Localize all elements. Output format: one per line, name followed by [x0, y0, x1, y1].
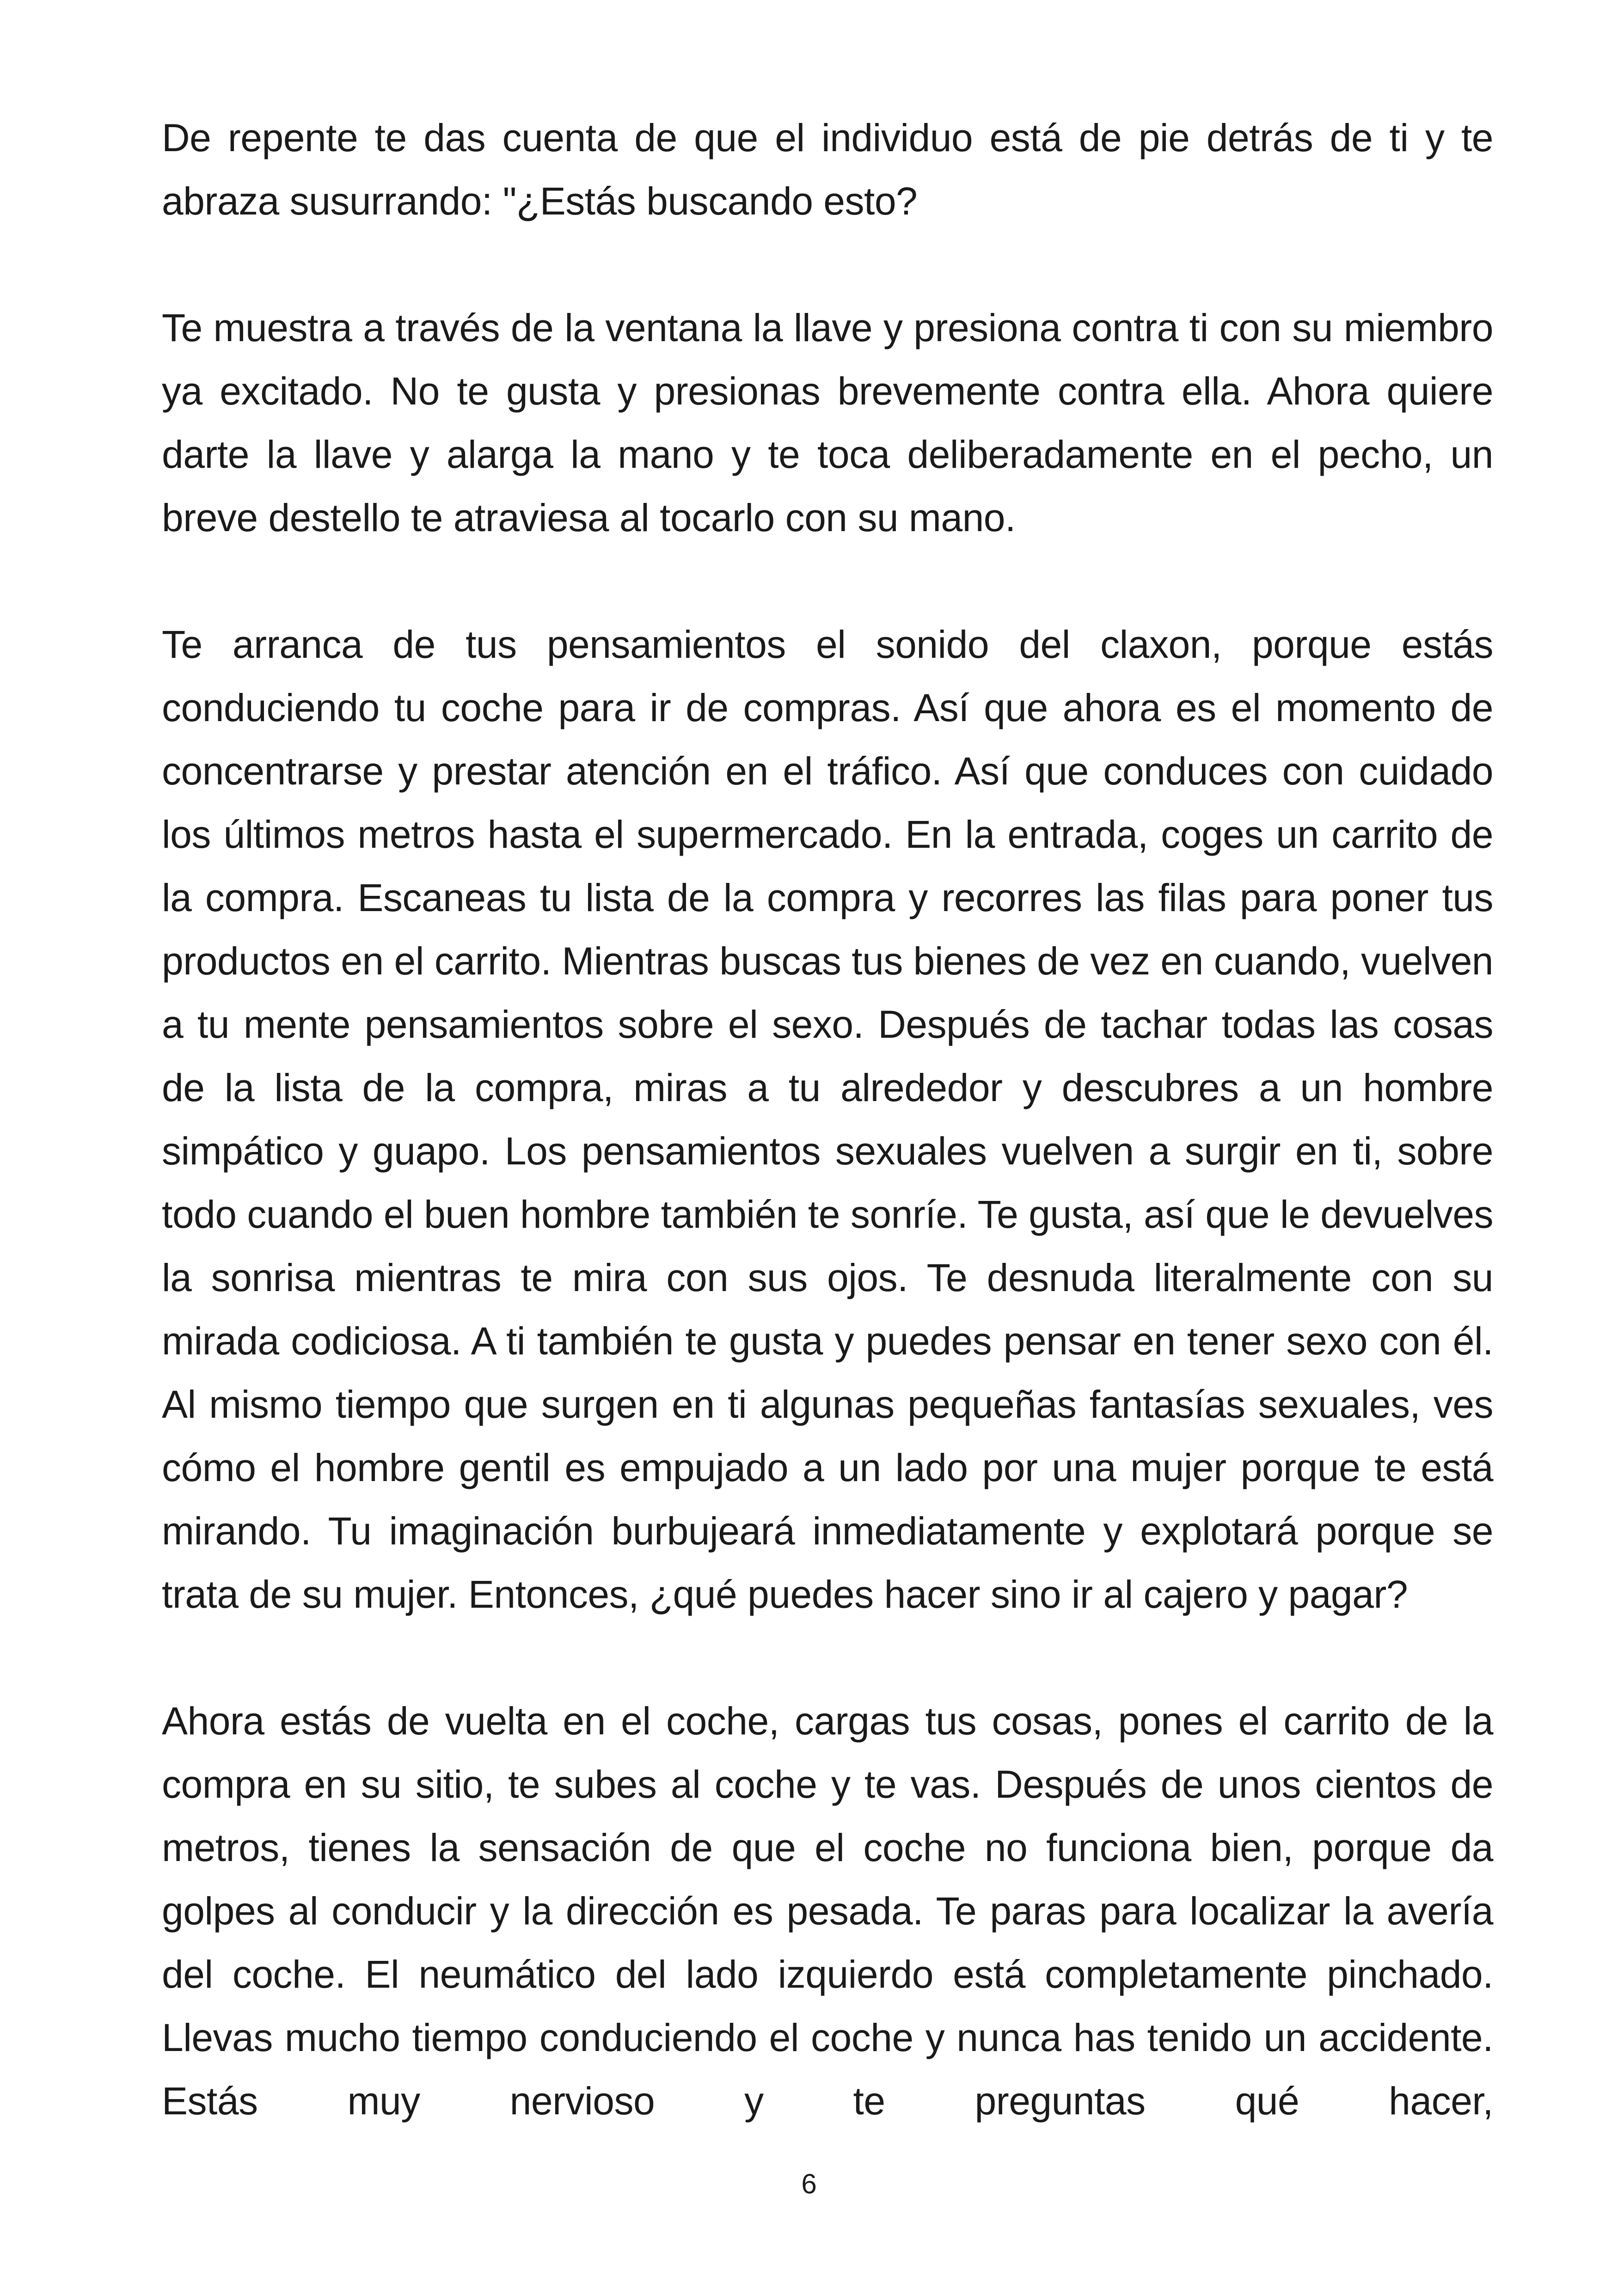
paragraph-2: Te muestra a través de la ventana la llave y presiona contra ti con su miembro ya excitado. No te gusta y presionas brevemente contra ella. Ahora quiere darte la llave y alarga la mano y te toca deliberadamente en el pecho, un breve destello te atraviesa al tocarlo con su mano. — [162, 306, 1493, 539]
body-text — [162, 106, 1493, 2196]
paragraph-3: Te arranca de tus pensamientos el sonido del claxon, porque estás conduciendo tu coche para ir de compras. Así que ahora es el momento de concentrarse y prestar atención en el tráfico. Así que conduces con cuidado los últimos metros hasta el supermercado. En la entrada, coges un carrito de la compra. Escaneas tu lista de la compra y recorres las filas para poner tus productos en el carrito. Mientras buscas tus bienes de vez en cuando, vuelven a tu mente pensamientos sobre el sexo. Después de tachar todas las cosas de la lista de la compra, miras a tu alrededor y descubres a un hombre simpático y guapo. Los pensamientos sexuales vuelven a surgir en ti, sobre todo cuando el buen hombre también te sonríe. Te gusta, así que le devuelves la sonrisa mientras te mira con sus ojos. Te desnuda literalmente con su mirada codiciosa. A ti también te gusta y puedes pensar en tener sexo con él. Al mismo tiempo que surgen en ti algunas pequeñas fantasías sexuales, ves cómo el hombre gentil es empujado a un lado por una mujer porque te está mirando. Tu imaginación burbujeará inmediatamente y explotará porque se trata de su mujer. Entonces, ¿qué puedes hacer sino ir al cajero y pagar? — [162, 623, 1493, 1616]
paragraph-4: Ahora estás de vuelta en el coche, cargas tus cosas, pones el carrito de la compra en su sitio, te subes al coche y te vas. Después de unos cientos de metros, tienes la sensación de que el coche no funciona bien, porque da golpes al conducir y la dirección es pesada. Te paras para localizar la avería del coche. El neumático del lado izquierdo está completamente pinchado. Llevas mucho tiempo conduciendo el coche y nunca has tenido un accidente. Estás muy nervioso y te preguntas qué hacer, — [162, 1699, 1493, 2123]
page-number: 6 — [801, 2168, 817, 2199]
paragraph-1: De repente te das cuenta de que el individuo está de pie detrás de ti y te abraza susurrando: "¿Estás buscando esto? — [162, 116, 1493, 223]
